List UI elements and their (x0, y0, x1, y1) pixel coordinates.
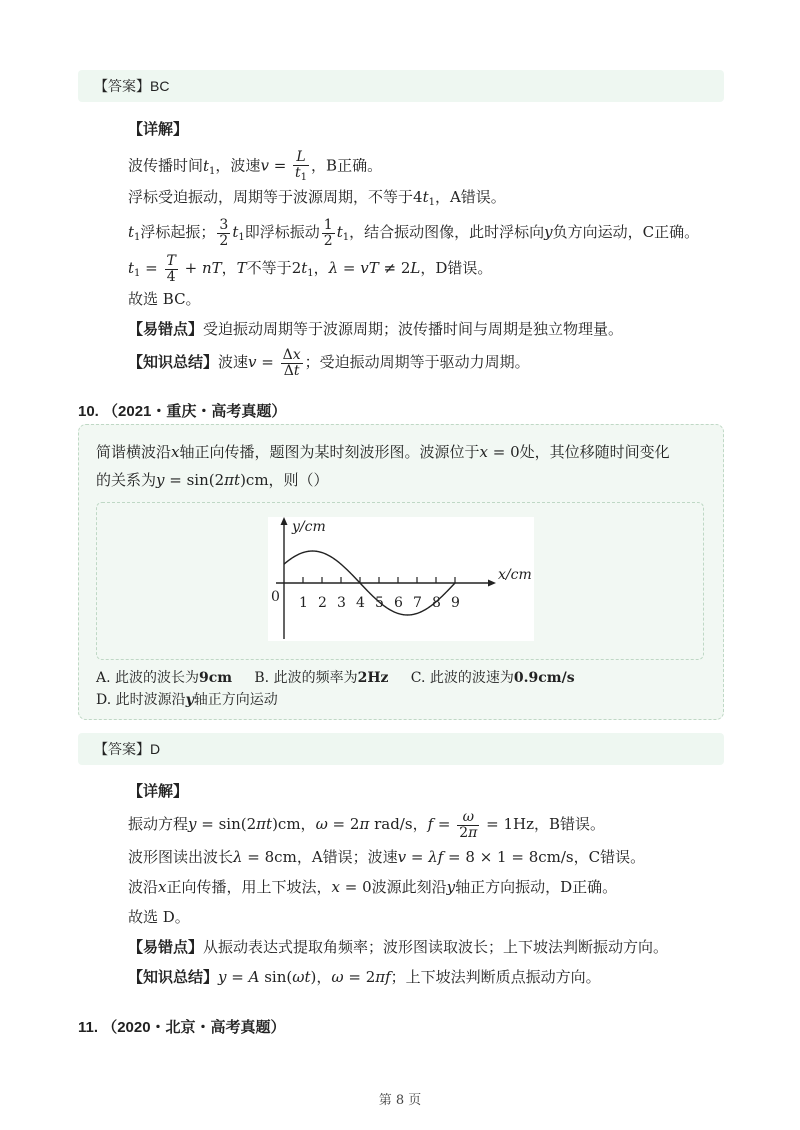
detail2-line-4: 故选 D。 (128, 908, 190, 926)
tick-label-8: 8 (432, 595, 441, 611)
question-10-stem-line-2: 的关系为y = sin(2πt)cm，则（） (96, 471, 329, 489)
detail1-line-5: 故选 BC。 (128, 290, 201, 308)
option-a[interactable]: A. 此波的波长为9cm (96, 670, 233, 686)
tick-label-3: 3 (337, 595, 346, 611)
answer-text-2: 【答案】D (94, 741, 161, 757)
detail-title-1: 【详解】 (128, 120, 189, 138)
detail2-line-2: 波形图读出波长λ = 8cm，A错误；波速v = λf = 8 × 1 = 8cm/s，C错误。 (128, 848, 646, 866)
wave-graph (268, 517, 534, 641)
tick-label-7: 7 (413, 595, 422, 611)
tick-label-9: 9 (451, 595, 460, 611)
detail1-summary: 【知识总结】波速v = $\frac{\Delta x}{\Delta t}$ ；受迫振动周期等于驱动力周期。 (128, 347, 530, 379)
detail2-summary: 【知识总结】y = A sin(ωt)，ω = 2πf；上下坡法判断质点振动方向。 (128, 968, 601, 986)
detail2-line-3: 波沿x正向传播，用上下坡法，x = 0波源此刻沿y轴正方向振动，D正确。 (128, 878, 618, 896)
tick-label-2: 2 (318, 595, 327, 611)
option-b[interactable]: B. 此波的频率为2Hz (254, 670, 389, 686)
answer-bar-1 (78, 70, 724, 102)
tick-label-5: 5 (375, 595, 384, 611)
question-10-stem-line-1: 简谐横波沿x轴正向传播，题图为某时刻波形图。波源位于x = 0处，其位移随时间变化 (96, 443, 670, 461)
detail2-error-point: 【易错点】从振动表达式提取角频率；波形图读取波长；上下坡法判断振动方向。 (128, 938, 669, 956)
options-row-2 (96, 689, 278, 711)
detail1-line-4: $t_1$ = $\frac{T}{4}$ + nT，T不等于$2t_1$，λ = vT ≠ 2L，D错误。 (128, 253, 493, 285)
tick-label-4: 4 (356, 595, 365, 611)
tick-label-1: 1 (299, 595, 308, 611)
x-ticks (303, 577, 455, 583)
options-row-1 (96, 667, 575, 689)
y-axis-label: y/cm (292, 519, 326, 535)
answer-bar-2 (78, 733, 724, 765)
page-number: 第 8 页 (378, 1093, 422, 1108)
origin-label: 0 (271, 589, 280, 605)
detail1-error-point: 【易错点】受迫振动周期等于波源周期；波传播时间与周期是独立物理量。 (128, 320, 624, 338)
detail1-line-3: $t_1$浮标起振； $\frac{3}{2}$ $t_1$即浮标振动 $\frac{1}{2}$ $t_1$，结合振动图像，此时浮标向y负方向运动，C正确。 (128, 217, 700, 249)
wave-figure (268, 517, 534, 641)
detail2-line-1: 振动方程y = sin(2πt)cm，ω = 2π rad/s，f = $\frac{\omega}{2\pi}$ = 1Hz，B错误。 (128, 809, 606, 841)
tick-label-6: 6 (394, 595, 403, 611)
question-10-header: 10. （2021・重庆・高考真题） (78, 403, 287, 420)
detail-title-2: 【详解】 (128, 782, 189, 800)
detail1-line-1: 波传播时间$t_1$，波速v = $\frac{L}{t_1}$ ，B正确。 (128, 149, 383, 183)
option-d[interactable]: D. 此时波源沿y轴正方向运动 (96, 692, 278, 708)
x-axis-label: x/cm (498, 567, 532, 583)
question-11-header: 11. （2020・北京・高考真题） (78, 1019, 286, 1036)
answer-text-1: 【答案】BC (94, 78, 170, 94)
y-axis-arrow (281, 517, 288, 525)
option-c[interactable]: C. 此波的波速为0.9cm/s (410, 670, 575, 686)
x-axis-arrow (488, 580, 496, 587)
detail1-line-2: 浮标受迫振动，周期等于波源周期，不等于$4t_1$，A错误。 (128, 188, 506, 208)
